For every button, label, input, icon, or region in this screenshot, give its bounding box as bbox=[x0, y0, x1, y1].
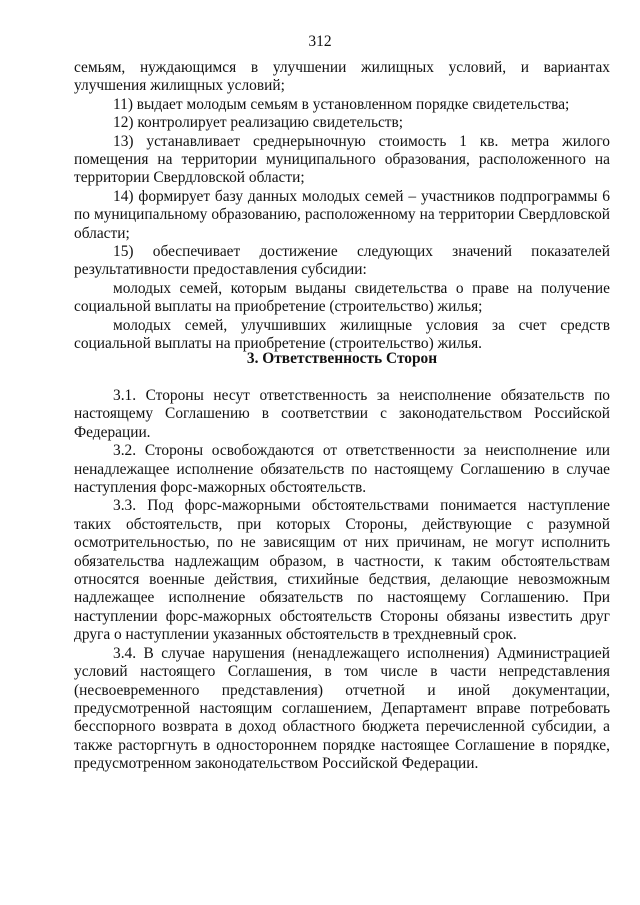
list-item-15: 15) обеспечивает достижение следующих значений показателей результативности предоставления субсидии: bbox=[74, 243, 610, 279]
section-title: 3. Ответственность Сторон bbox=[246, 350, 438, 367]
clause-3-3: 3.3. Под форс-мажорными обстоятельствами понимается наступление таких обстоятельств, при которых Стороны, действующие с разумной осмотрительностью, по не зависящим от них причинам, не могут исполнить обязательства надлежащим образом, в частности, к таким обстоятельствам относятся военные действия, стихийные бедствия, делающие невозможным надлежащее исполнение обязательств по настоящему Соглашению. При наступлении форс-мажорных обстоятельств Стороны обязаны известить друг друга о наступлении указанных обстоятельств в трехдневный срок. bbox=[74, 497, 610, 644]
page-number: 312 bbox=[308, 33, 332, 50]
clause-3-1: 3.1. Стороны несут ответственность за неисполнение обязательств по настоящему Соглашению в соответствии с законодательством Российской Федерации. bbox=[74, 387, 610, 441]
clause-3-2: 3.2. Стороны освобождаются от ответственности за неисполнение или ненадлежащее исполнение обязательств по настоящему Соглашению в случае наступления форс-мажорных обстоятельств. bbox=[74, 442, 610, 497]
clause-3-4: 3.4. В случае нарушения (ненадлежащего исполнения) Администрацией условий настоящего Соглашения, в том числе в части непредставления (несвоевременного представления) отчетной и иной документации, предусмотренной настоящим соглашением, Департамент вправе потребовать бесспорного возврата в доход областного бюджета перечисленной субсидии, а также расторгнуть в одностороннем порядке настоящее Соглашение в порядке, предусмотренном законодательством Российской Федерации. bbox=[74, 644, 610, 773]
section-body bbox=[74, 387, 610, 774]
list-item-14: 14) формирует базу данных молодых семей – участников подпрограммы 6 по муниципальному образованию, расположенному на территории Свердловской области; bbox=[74, 187, 610, 242]
indicator-item-2: молодых семей, улучшивших жилищные условия за счет средств социальной выплаты на приобретение (строительство) жилья. bbox=[74, 316, 610, 353]
paragraph-continuation: семьям, нуждающимся в улучшении жилищных условий, и вариантах улучшения жилищных условий; bbox=[74, 59, 610, 95]
list-item-11: 11) выдает молодым семьям в установленном порядке свидетельства; bbox=[113, 95, 570, 113]
list-item-12: 12) контролирует реализацию свидетельств; bbox=[113, 114, 404, 132]
indicator-item-1: молодых семей, которым выданы свидетельства о праве на получение социальной выплаты на приобретение (строительство) жилья; bbox=[74, 279, 610, 316]
top-text-block bbox=[74, 59, 610, 354]
list-item-13: 13) устанавливает среднерыночную стоимость 1 кв. метра жилого помещения на территории муниципального образования, расположенного на территории Свердловской области; bbox=[74, 132, 610, 187]
